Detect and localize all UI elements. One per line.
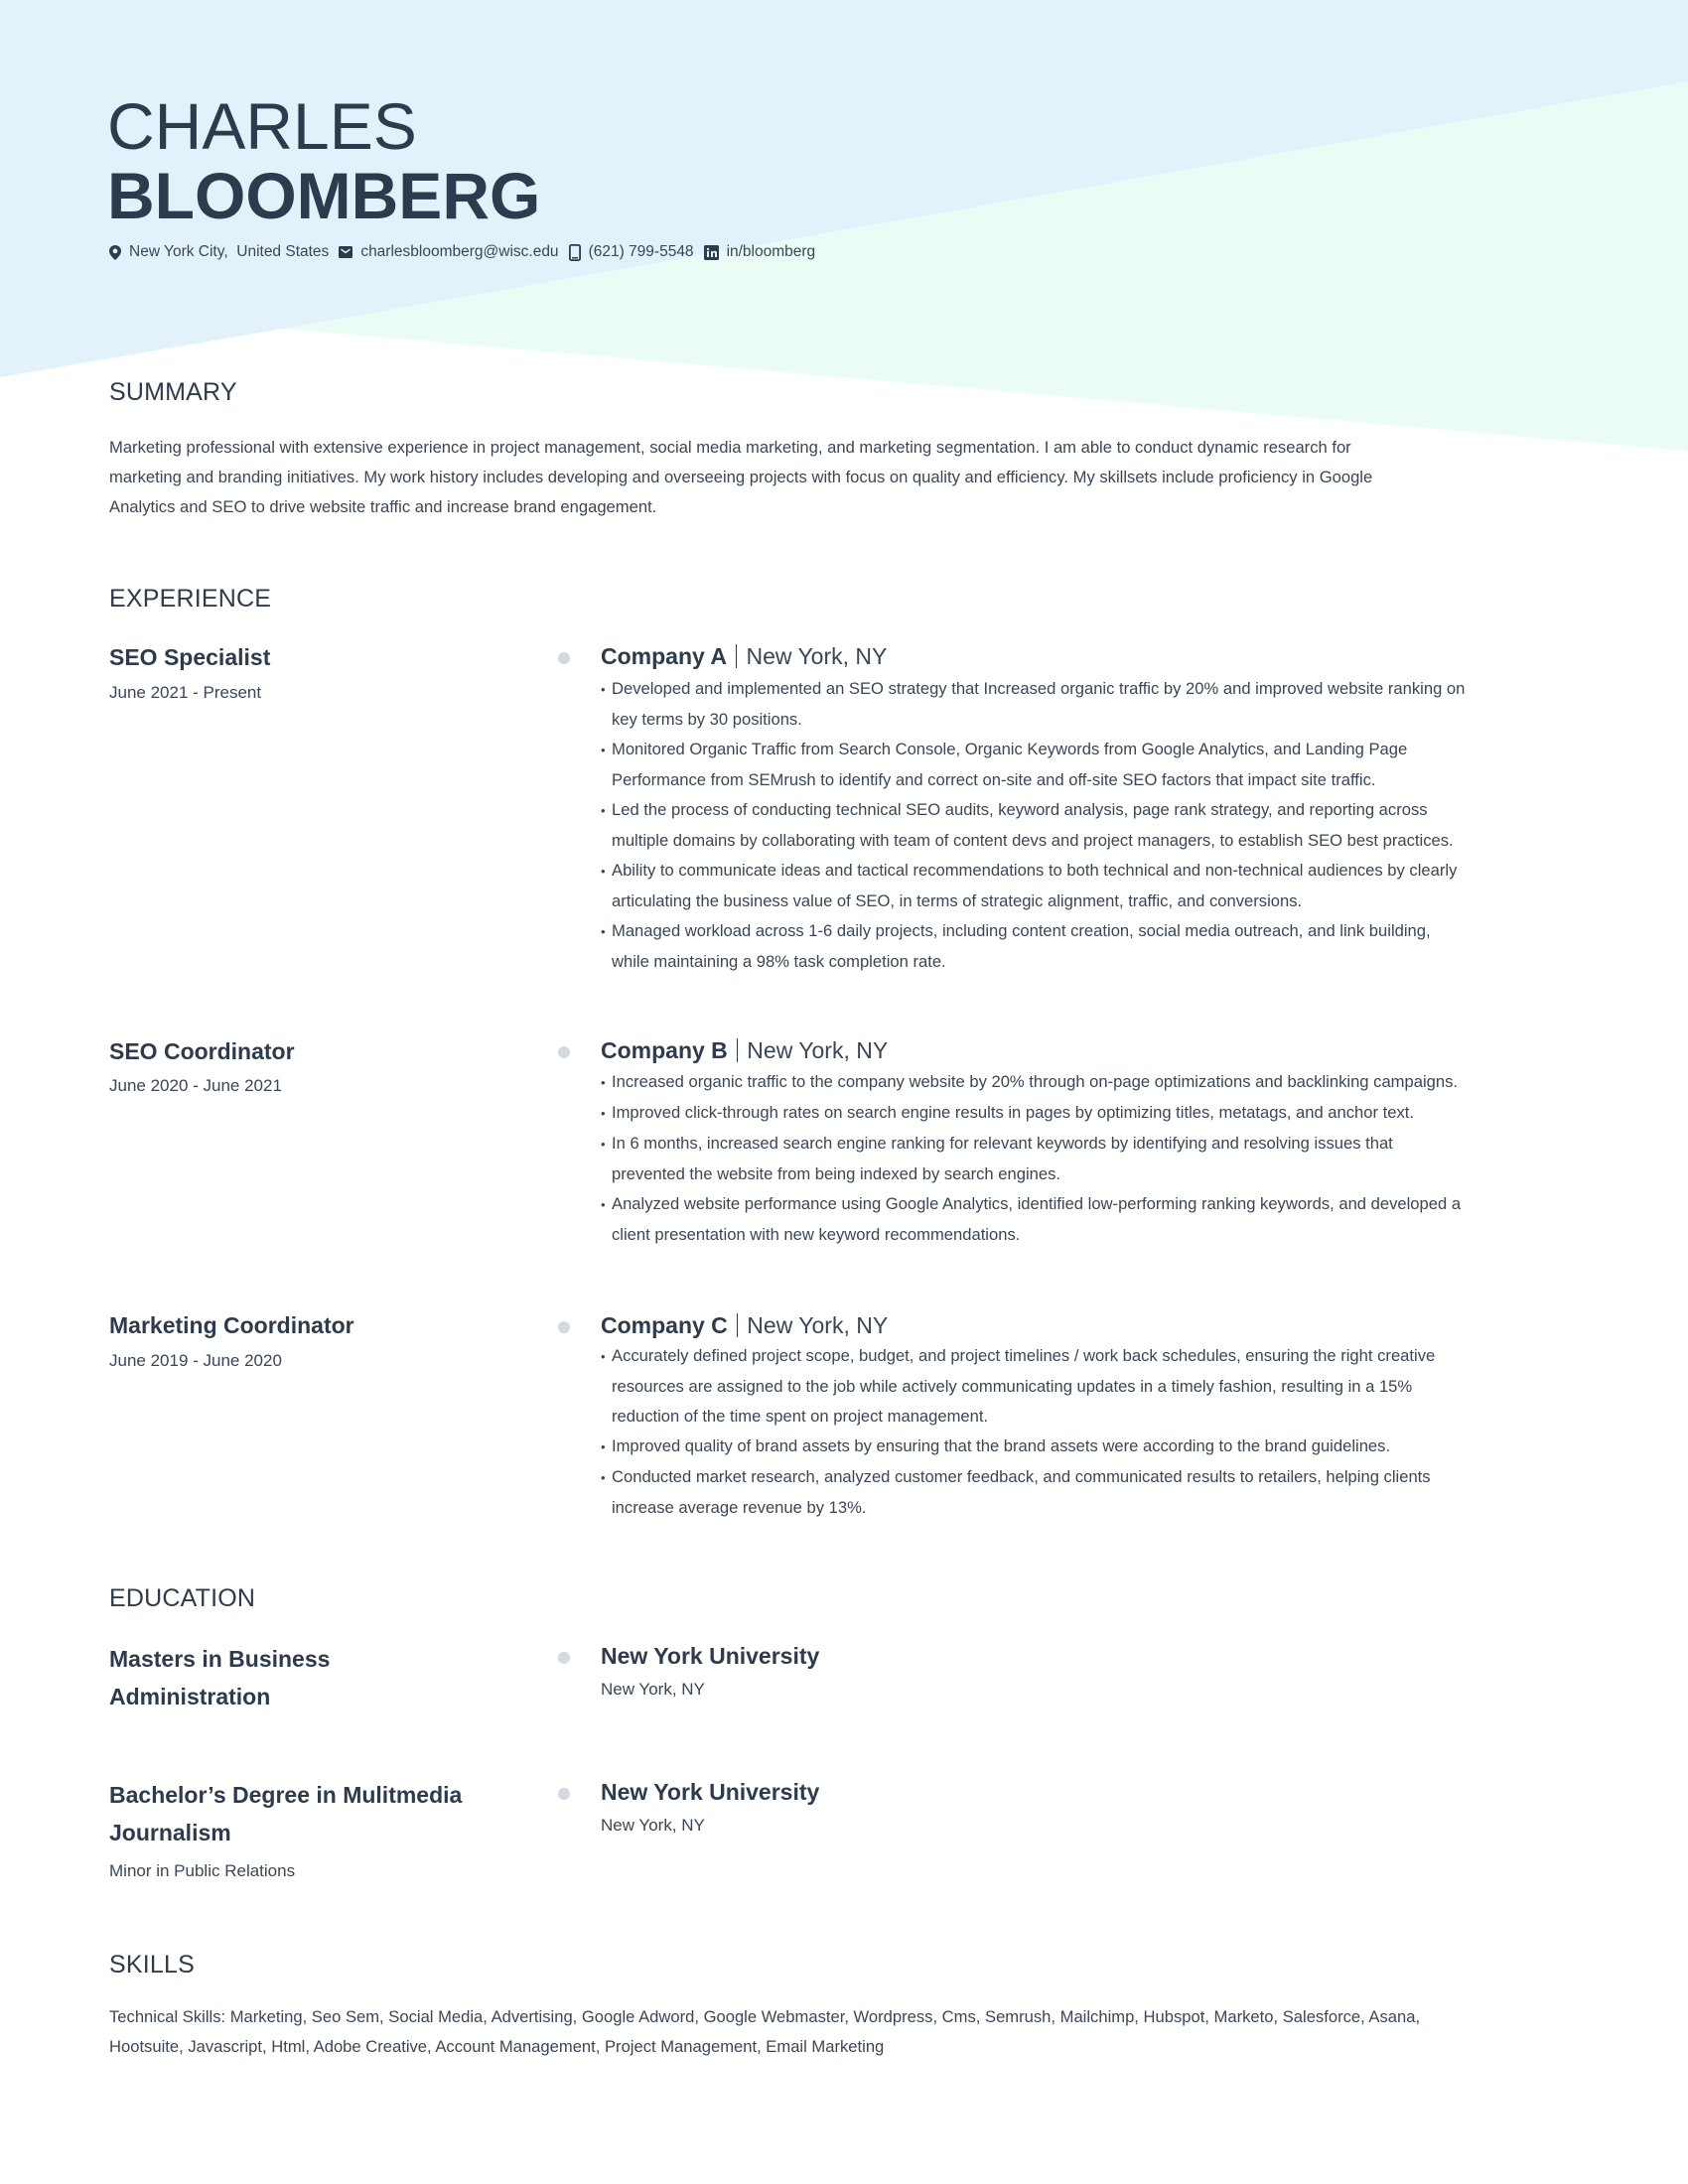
- bullet-item: • In 6 months, increased search engine ranking for relevant keywords by identifying and resolving issues that prevented the website from being indexed by search engines.: [601, 1129, 1461, 1189]
- company-location: New York, NY: [747, 1312, 889, 1338]
- degree-title: [109, 1640, 330, 1715]
- timeline-dot: [558, 1046, 570, 1058]
- timeline-dot: [558, 652, 570, 664]
- skills-text: [109, 2002, 1420, 2062]
- job-dates: June 2020 - June 2021: [109, 1076, 282, 1095]
- separator: [736, 644, 738, 668]
- bullet-item: • Improved click-through rates on search engine results in pages by optimizing titles, metatags, and anchor text.: [601, 1098, 1461, 1129]
- section-heading-education: EDUCATION: [109, 1584, 256, 1612]
- job-dates: June 2021 - Present: [109, 683, 262, 702]
- summary-line: marketing and branding initiatives. My work history includes developing and overseeing projects with focus on quality and efficiency. My skillsets include proficiency in Google: [109, 468, 1373, 486]
- institution-name: New York University: [601, 1643, 820, 1669]
- map-pin-icon: [109, 245, 121, 260]
- bullet-item: • Developed and implemented an SEO strategy that Increased organic traffic by 20% and improved website ranking on key terms by 30 positions.: [601, 674, 1465, 735]
- section-heading-skills: SKILLS: [109, 1951, 195, 1979]
- job-dates: June 2019 - June 2020: [109, 1351, 282, 1370]
- degree-line: Journalism: [109, 1820, 231, 1845]
- bullet-item: • Monitored Organic Traffic from Search Console, Organic Keywords from Google Analytics, and Landing Page Performance from SEMrush to identify and correct on-site and off-site SEO factors that impact site traffic.: [601, 735, 1465, 795]
- job-title: SEO Specialist: [109, 644, 271, 670]
- timeline-dot: [558, 1652, 570, 1664]
- linkedin-icon: [704, 245, 719, 260]
- institution-location: New York, NY: [601, 1680, 705, 1699]
- company-location: New York, NY: [746, 643, 888, 669]
- degree-title: [109, 1776, 462, 1851]
- job-title: SEO Coordinator: [109, 1038, 295, 1064]
- contact-info: [109, 242, 825, 262]
- separator: [737, 1038, 739, 1062]
- phone-icon: [569, 244, 581, 261]
- bullet-item: • Managed workload across 1-6 daily projects, including content creation, social media outreach, and link building, while maintaining a 98% task completion rate.: [601, 916, 1465, 977]
- bullet-item: • Ability to communicate ideas and tactical recommendations to both technical and non-technical audiences by clearly articulating the business value of SEO, in terms of strategic alignment, traffic, and conversions.: [601, 856, 1465, 916]
- bullet-item: • Improved quality of brand assets by ensuring that the brand assets were according to the brand guidelines.: [601, 1432, 1435, 1462]
- last-name: BLOOMBERG: [107, 159, 541, 232]
- email-link[interactable]: charlesbloomberg@wisc.edu: [360, 243, 559, 260]
- company-location: New York, NY: [747, 1037, 889, 1063]
- timeline-dot: [558, 1321, 570, 1333]
- degree-minor: Minor in Public Relations: [109, 1861, 296, 1880]
- degree-line: Administration: [109, 1684, 271, 1709]
- institution-location: New York, NY: [601, 1816, 705, 1835]
- skills-line: Hootsuite, Javascript, Html, Adobe Creative, Account Management, Project Management, Email Marketing: [109, 2037, 885, 2056]
- company-header: [601, 641, 887, 671]
- candidate-name: [107, 91, 540, 230]
- degree-line: Bachelor’s Degree in Mulitmedia: [109, 1782, 463, 1808]
- timeline-dot: [558, 1788, 570, 1800]
- separator: [737, 1313, 739, 1337]
- linkedin-link[interactable]: in/bloomberg: [726, 243, 816, 260]
- job-bullets: [601, 1341, 1435, 1523]
- summary-text: [109, 433, 1372, 522]
- bullet-item: • Analyzed website performance using Google Analytics, identified low-performing ranking keywords, and developed a client presentation with new keyword recommendations.: [601, 1189, 1461, 1250]
- bullet-item: • Conducted market research, analyzed customer feedback, and communicated results to retailers, helping clients increase average revenue by 13%.: [601, 1462, 1435, 1523]
- company-header: [601, 1310, 888, 1340]
- company-name: Company C: [601, 1312, 728, 1338]
- company-header: [601, 1035, 888, 1065]
- job-title: Marketing Coordinator: [109, 1312, 354, 1338]
- first-name: CHARLES: [107, 89, 417, 163]
- bullet-item: • Accurately defined project scope, budget, and project timelines / work back schedules, ensuring the right creative resources are assigned to the job while actively communicating updates in a timely fashion, resulting in a 15% reduction of the time spent on project management.: [601, 1341, 1435, 1432]
- section-heading-summary: SUMMARY: [109, 378, 237, 406]
- job-bullets: [601, 674, 1465, 977]
- phone-text[interactable]: (621) 799-5548: [588, 243, 694, 260]
- envelope-icon: [339, 246, 352, 258]
- bullet-item: • Increased organic traffic to the company website by 20% through on-page optimizations and backlinking campaigns.: [601, 1067, 1461, 1098]
- degree-line: Masters in Business: [109, 1646, 331, 1672]
- section-heading-experience: EXPERIENCE: [109, 585, 272, 613]
- company-name: Company A: [601, 643, 727, 669]
- job-bullets: [601, 1067, 1461, 1250]
- company-name: Company B: [601, 1037, 728, 1063]
- summary-line: Marketing professional with extensive experience in project management, social media marketing, and marketing segmentation. I am able to conduct dynamic research for: [109, 438, 1351, 457]
- bullet-item: • Led the process of conducting technical SEO audits, keyword analysis, page rank strategy, and reporting across multiple domains by collaborating with team of content devs and project managers, to establish SEO best practices.: [601, 795, 1465, 856]
- location-text: New York City, United States: [129, 243, 330, 260]
- institution-name: New York University: [601, 1779, 820, 1805]
- skills-line: Technical Skills: Marketing, Seo Sem, Social Media, Advertising, Google Adword, Google Webmaster, Wordpress, Cms, Semrush, Mailchimp, Hubspot, Marketo, Salesforce, Asana,: [109, 2007, 1421, 2026]
- summary-line: Analytics and SEO to drive website traffic and increase brand engagement.: [109, 497, 657, 516]
